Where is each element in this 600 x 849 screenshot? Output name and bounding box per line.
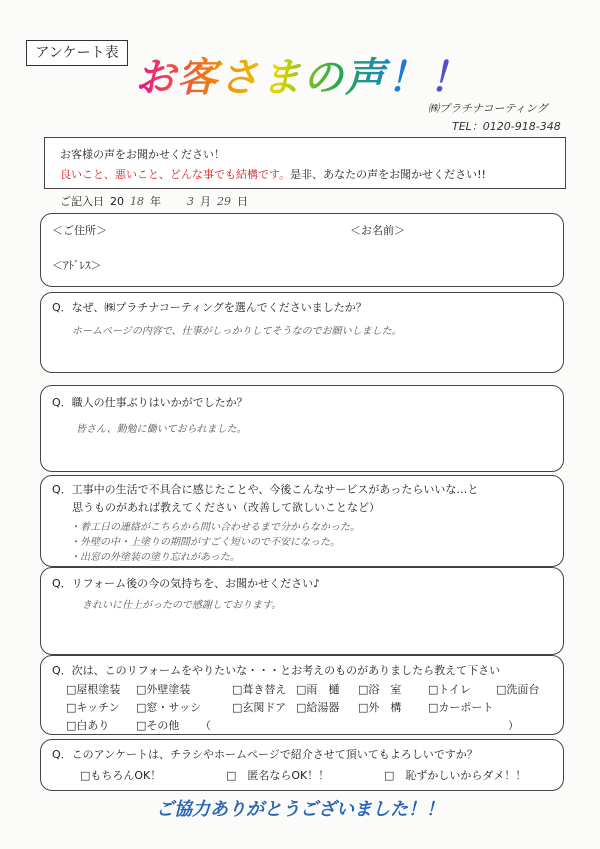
q3-answer-2: ・外壁の中・上塗りの期間がすごく短いので不安になった。 — [70, 537, 340, 548]
q4-question: Q．リフォーム後の今の気持ちを、お聞かせください♪ — [52, 577, 321, 590]
intro-line2-red: 良いこと、悪いこと、どんな事でも結構です。 — [60, 168, 291, 181]
option-toilet[interactable]: □トイレ — [428, 683, 471, 696]
option-bathroom[interactable]: □浴 室 — [358, 683, 402, 696]
name-label: ＜お名前＞ — [350, 224, 405, 237]
other-paren-close: ） — [508, 719, 519, 732]
option-carport[interactable]: □カーポート — [428, 701, 494, 714]
option-wall-paint[interactable]: □外壁塗装 — [136, 683, 191, 696]
option-no[interactable]: □ 恥ずかしいからダメ！！ — [384, 769, 527, 782]
q3-answer-3: ・出窓の外塗装の塗り忘れがあった。 — [70, 552, 240, 563]
intro-line2 — [60, 166, 486, 182]
option-other[interactable]: □その他 — [136, 719, 180, 732]
survey-tag: アンケート表 — [26, 40, 128, 66]
date-row — [60, 193, 248, 209]
q1-question: Q．なぜ、㈱プラチナコーティングを選んでくださいましたか？ — [52, 301, 367, 314]
company-name: ㈱プラチナコーティング — [428, 102, 548, 115]
option-exterior[interactable]: □外 構 — [358, 701, 402, 714]
thanks-message: ご協力ありがとうございました！！ — [156, 799, 444, 820]
other-paren-open: （ — [200, 719, 211, 732]
page-title: お客さまの声！！ — [135, 46, 471, 103]
date-year-value: 18 — [130, 195, 144, 208]
date-label: ご記入日 — [60, 195, 104, 208]
q5-question: Q．次は、このリフォームをやりたいな・・・とお考えのものがありましたら教えて下さい — [52, 664, 501, 677]
q2-question: Q．職人の仕事ぶりはいかがでしたか？ — [52, 396, 248, 409]
q3-question-line1: Q．工事中の生活で不具合に感じたことや、今後こんなサービスがあったらいいな…と — [52, 483, 479, 496]
option-anonymous-ok[interactable]: □ 匿名ならOK！！ — [226, 769, 330, 782]
option-roof-paint[interactable]: □屋根塗装 — [66, 683, 121, 696]
date-year-prefix: 20 — [110, 195, 124, 208]
company-tel: TEL：0120-918-348 — [452, 120, 561, 133]
q6-question: Q．このアンケートは、チラシやホームページで紹介させて頂いてもよろしいですか？ — [52, 748, 478, 761]
date-month-unit: 月 — [200, 195, 211, 208]
q3-question-line2: 思うものがあれば教えてください（改善して欲しいことなど） — [72, 501, 380, 514]
option-kitchen[interactable]: □キッチン — [66, 701, 120, 714]
address-box — [40, 213, 564, 287]
q1-answer: ホームページの内容で、仕事がしっかりしてそうなのでお願いしました。 — [72, 326, 402, 337]
date-month-value: 3 — [187, 195, 194, 208]
date-year-unit: 年 — [150, 195, 161, 208]
intro-line1: お客様の声をお聞かせください！ — [60, 148, 225, 161]
option-window-sash[interactable]: □窓・サッシ — [136, 701, 202, 714]
date-day-value: 29 — [217, 195, 231, 208]
option-ok[interactable]: □もちろんOK！ — [80, 769, 162, 782]
option-entrance-door[interactable]: □玄関ドア — [232, 701, 287, 714]
email-label: ＜ｱﾄﾞﾚｽ＞ — [52, 259, 102, 272]
address-label: ＜ご住所＞ — [52, 224, 107, 237]
option-termite[interactable]: □白あり — [66, 719, 110, 732]
q4-answer: きれいに仕上がったので感謝しております。 — [82, 600, 282, 611]
q2-answer: 皆さん、勤勉に働いておられました。 — [76, 424, 247, 435]
intro-line2-black: 是非、あなたの声をお聞かせください!! — [290, 168, 486, 181]
option-washbasin[interactable]: □洗面台 — [496, 683, 540, 696]
option-reroof[interactable]: □葺き替え — [232, 683, 287, 696]
option-gutter[interactable]: □雨 樋 — [296, 683, 340, 696]
q3-answer-1: ・着工日の連絡がこちらから問い合わせるまで分からなかった。 — [70, 522, 360, 533]
option-water-heater[interactable]: □給湯器 — [296, 701, 340, 714]
date-day-unit: 日 — [237, 195, 248, 208]
